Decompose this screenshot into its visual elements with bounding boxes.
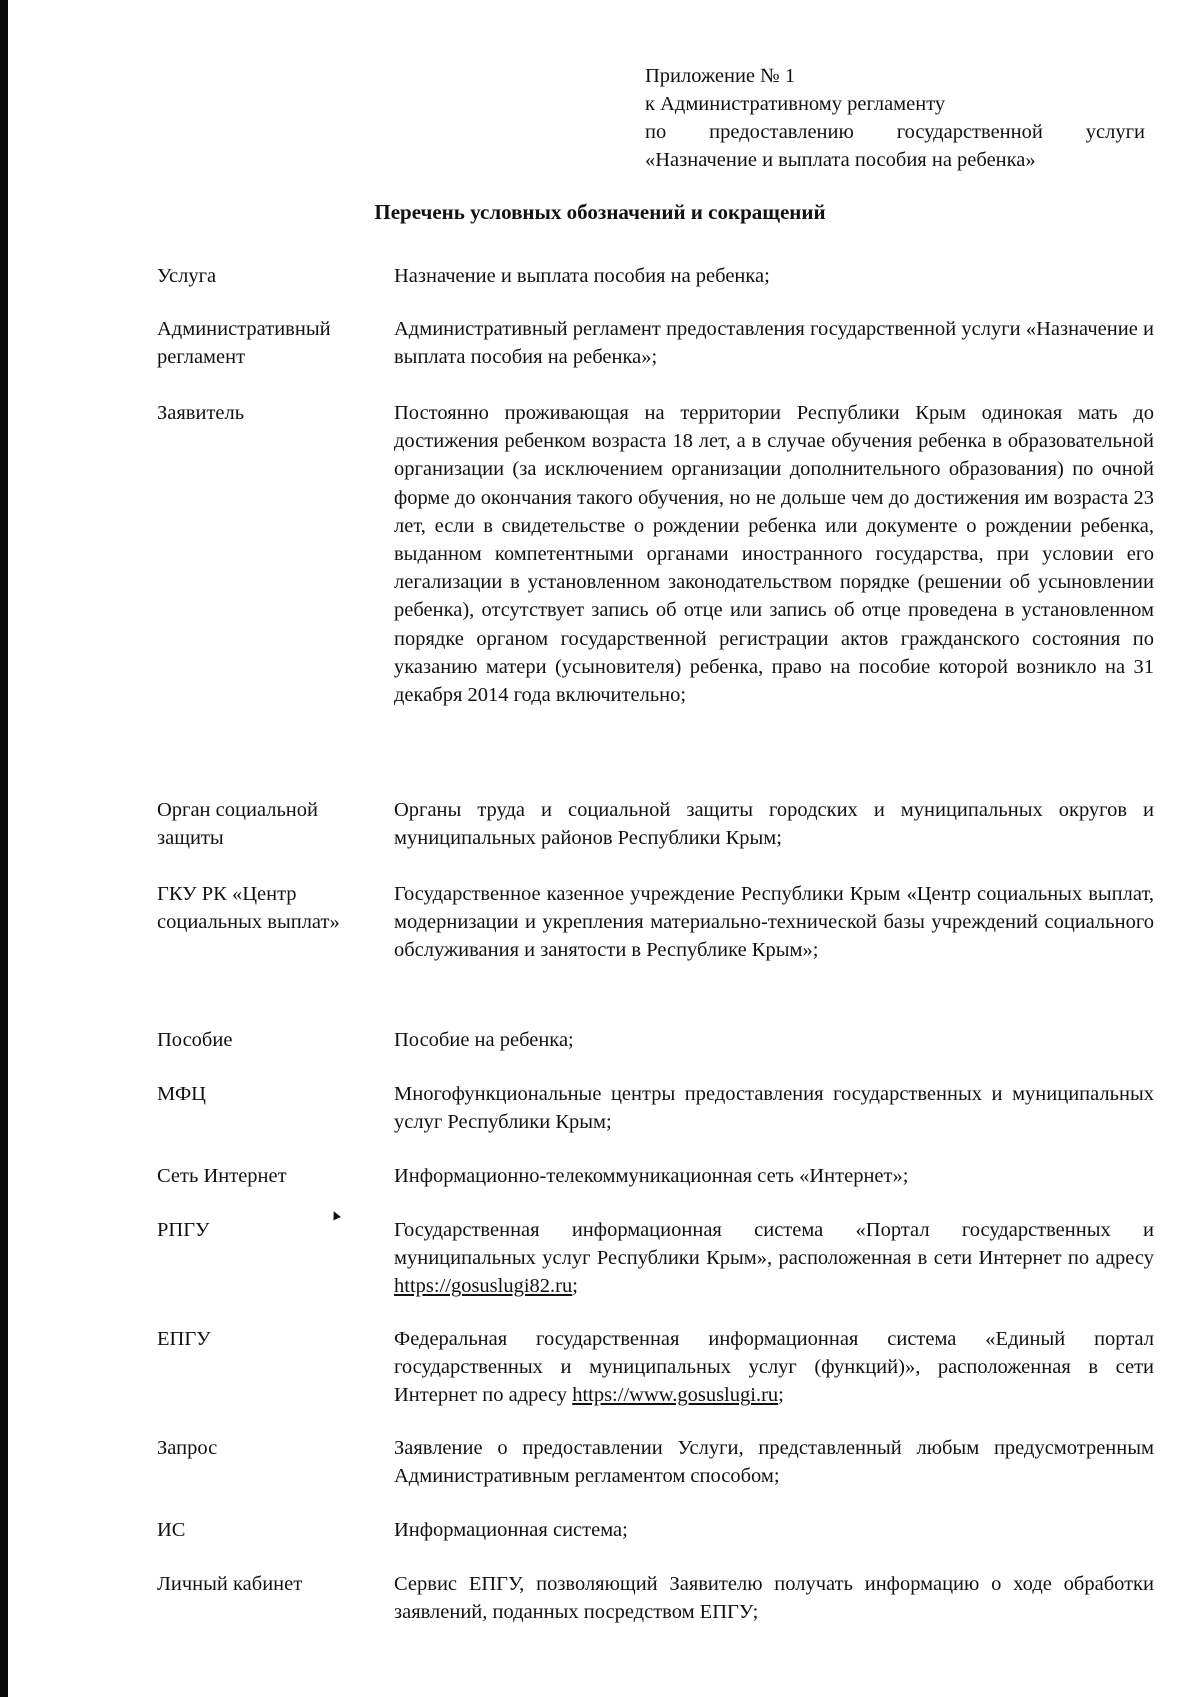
definition-description: Административный регламент предоставления государственной услуги «Назначение и выплата пособия на ребенка»; bbox=[394, 318, 1154, 369]
definition-description: Государственное казенное учреждение Республики Крым «Центр социальных выплат, модернизации и укрепления материально-технической базы учреждений социального обслуживания и занятости в Республике Крым»; bbox=[394, 883, 1154, 962]
definition-description bbox=[394, 1325, 1154, 1410]
definition-description bbox=[394, 1216, 1154, 1301]
appendix-line: «Назначение и выплата пособия на ребенка» bbox=[645, 149, 1036, 171]
appendix-header bbox=[645, 62, 1145, 174]
definition-description-tail: ; bbox=[572, 1275, 578, 1298]
definition-term: Сеть Интернет bbox=[157, 1165, 287, 1187]
definition-term: ЕПГУ bbox=[157, 1328, 211, 1350]
definition-description-tail: ; bbox=[778, 1384, 784, 1407]
definition-description-text: Федеральная государственная информационная система «Единый портал государственных и муниципальных услуг (функций)», расположенная в сети Интернет по адресу bbox=[394, 1328, 1154, 1407]
definition-description: Многофункциональные центры предоставления государственных и муниципальных услуг Республики Крым; bbox=[394, 1083, 1154, 1134]
definition-term: Пособие bbox=[157, 1029, 233, 1051]
definition-description: Информационно-телекоммуникационная сеть «Интернет»; bbox=[394, 1165, 909, 1187]
definition-term: Заявитель bbox=[157, 402, 245, 424]
definition-description: Назначение и выплата пособия на ребенка; bbox=[394, 265, 770, 287]
definition-term: Личный кабинет bbox=[157, 1573, 303, 1595]
document-title: Перечень условных обозначений и сокращений bbox=[374, 200, 826, 224]
gosuslugi-link[interactable]: https://www.gosuslugi.ru bbox=[572, 1384, 779, 1407]
definition-term: Административный регламент bbox=[157, 318, 331, 369]
pen-mark-icon: ▲ bbox=[326, 1205, 346, 1226]
definition-description: Сервис ЕПГУ, позволяющий Заявителю получать информацию о ходе обработки заявлений, поданных посредством ЕПГУ; bbox=[394, 1573, 1154, 1624]
gosuslugi82-link[interactable]: https://gosuslugi82.ru bbox=[394, 1275, 573, 1298]
definition-description: Органы труда и социальной защиты городских и муниципальных округов и муниципальных районов Республики Крым; bbox=[394, 799, 1154, 850]
definition-description: Постоянно проживающая на территории Республики Крым одинокая мать до достижения ребенком возраста 18 лет, а в случае обучения ребенка в образовательной организации (за исключением организации дополнительного образования) по очной форме до окончания такого обучения, но не дольше чем до достижения им возраста 23 лет, если в свидетельстве о рождении ребенка или документе о рождении ребенка, выданном компетентными органами иностранного государства, при условии его легализации в установленном законодательством порядке (решении об усыновлении ребенка), отсутствует запись об отце или запись об отце проведена в установленном порядке органом государственной регистрации актов гражданского состояния по указанию матери (усыновителя) ребенка, право на пособие которой возникло на 31 декабря 2014 года включительно; bbox=[394, 402, 1154, 707]
definition-term: МФЦ bbox=[157, 1083, 206, 1105]
definition-term: Услуга bbox=[157, 265, 217, 287]
definition-term: Запрос bbox=[157, 1437, 218, 1459]
definition-description: Информационная система; bbox=[394, 1519, 628, 1541]
definition-description: Заявление о предоставлении Услуги, представленный любым предусмотренным Административным регламентом способом; bbox=[394, 1437, 1154, 1488]
definition-term: РПГУ bbox=[157, 1219, 210, 1241]
definition-description-text: Государственная информационная система «Портал государственных и муниципальных услуг Республики Крым», расположенная в сети Интернет по адресу bbox=[394, 1219, 1154, 1270]
definition-description: Пособие на ребенка; bbox=[394, 1029, 574, 1051]
scan-edge-line bbox=[0, 0, 8, 1697]
appendix-line: по предоставлению государственной услуги bbox=[645, 121, 1145, 143]
definition-term: Орган социальной защиты bbox=[157, 799, 318, 850]
definition-term: ИС bbox=[157, 1519, 186, 1541]
appendix-line: к Административному регламенту bbox=[645, 93, 946, 115]
definition-term: ГКУ РК «Центр социальных выплат» bbox=[157, 883, 340, 934]
appendix-line: Приложение № 1 bbox=[645, 65, 796, 87]
